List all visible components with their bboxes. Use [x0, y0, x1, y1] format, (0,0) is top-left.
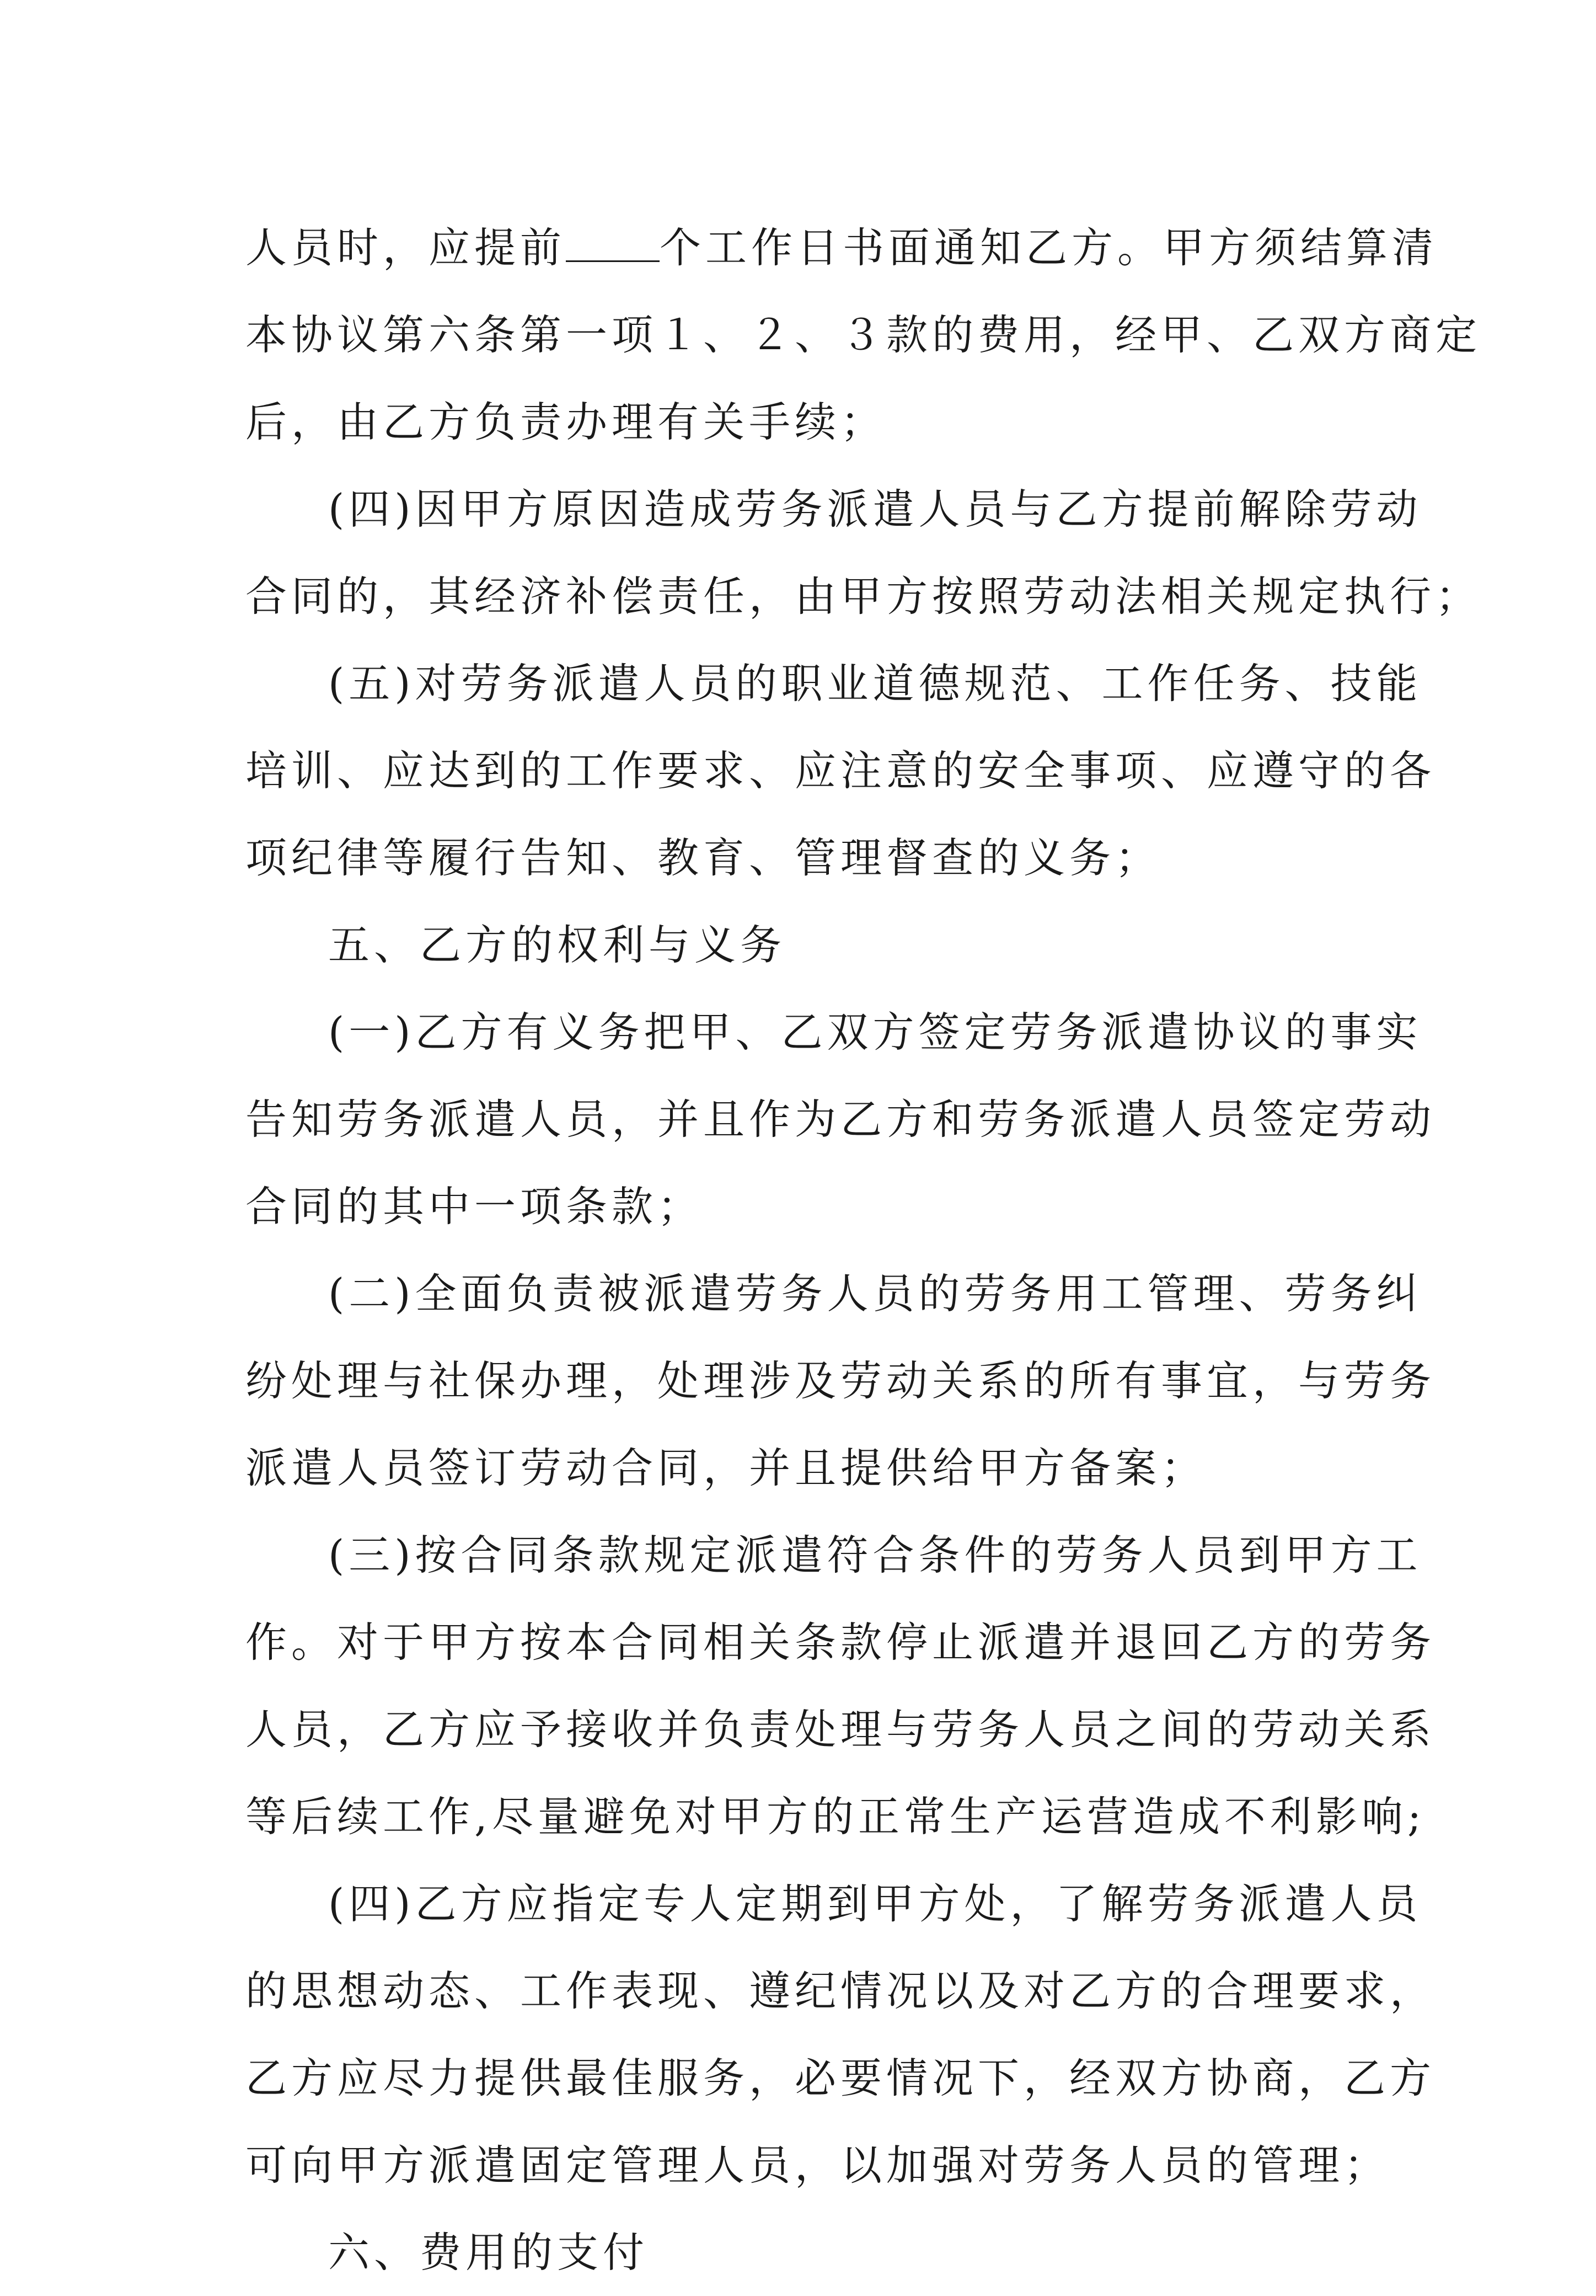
text-line: (五)对劳务派遣人员的职业道德规范、工作任务、技能	[328, 659, 1422, 708]
text-line: 人员，乙方应予接收并负责处理与劳务人员之间的劳动关系	[245, 1705, 1436, 1754]
text-line: 告知劳务派遣人员，并且作为乙方和劳务派遣人员签定劳动	[245, 1095, 1436, 1144]
text-line: 等后续工作,尽量避免对甲方的正常生产运营造成不利影响;	[245, 1792, 1426, 1841]
text-segment: 人员时，应提前	[245, 223, 566, 272]
text-line: 派遣人员签订劳动合同，并且提供给甲方备案；	[245, 1444, 1207, 1492]
text-segment: 个工作日书面通知乙方。甲方须结算清	[660, 223, 1438, 272]
text-line: 本协议第六条第一项１、２、３款的费用，经甲、乙双方商定	[245, 311, 1482, 359]
text-line: (一)乙方有义务把甲、乙双方签定劳务派遣协议的事实	[328, 1008, 1422, 1056]
text-line: 乙方应尽力提供最佳服务，必要情况下，经双方协商，乙方	[245, 2054, 1436, 2102]
section-heading: 六、费用的支付	[328, 2228, 649, 2277]
text-line	[245, 204, 1438, 291]
text-line: 作。对于甲方按本合同相关条款停止派遣并退回乙方的劳务	[245, 1618, 1436, 1667]
text-line: (四)因甲方原因造成劳务派遣人员与乙方提前解除劳动	[328, 485, 1422, 533]
text-line: 纷处理与社保办理，处理涉及劳动关系的所有事宜，与劳务	[245, 1357, 1436, 1405]
section-heading: 五、乙方的权利与义务	[328, 921, 786, 969]
fill-in-blank	[566, 227, 660, 262]
text-line: 后，由乙方负责办理有关手续；	[245, 398, 887, 446]
text-line: 合同的，其经济补偿责任，由甲方按照劳动法相关规定执行；	[245, 572, 1482, 621]
text-line: 合同的其中一项条款；	[245, 1182, 704, 1231]
text-line: 可向甲方派遣固定管理人员，以加强对劳务人员的管理；	[245, 2141, 1390, 2190]
document-body	[245, 204, 1482, 2296]
text-line: (四)乙方应指定专人定期到甲方处，了解劳务派遣人员	[328, 1879, 1422, 1928]
text-line: (二)全面负责被派遣劳务人员的劳务用工管理、劳务纠	[328, 1269, 1422, 1318]
text-line: (三)按合同条款规定派遣符合条件的劳务人员到甲方工	[328, 1531, 1422, 1579]
text-line: 培训、应达到的工作要求、应注意的安全事项、应遵守的各	[245, 746, 1436, 795]
text-line: 的思想动态、工作表现、遵纪情况以及对乙方的合理要求，	[245, 1967, 1436, 2015]
text-line: 项纪律等履行告知、教育、管理督查的义务；	[245, 834, 1161, 882]
